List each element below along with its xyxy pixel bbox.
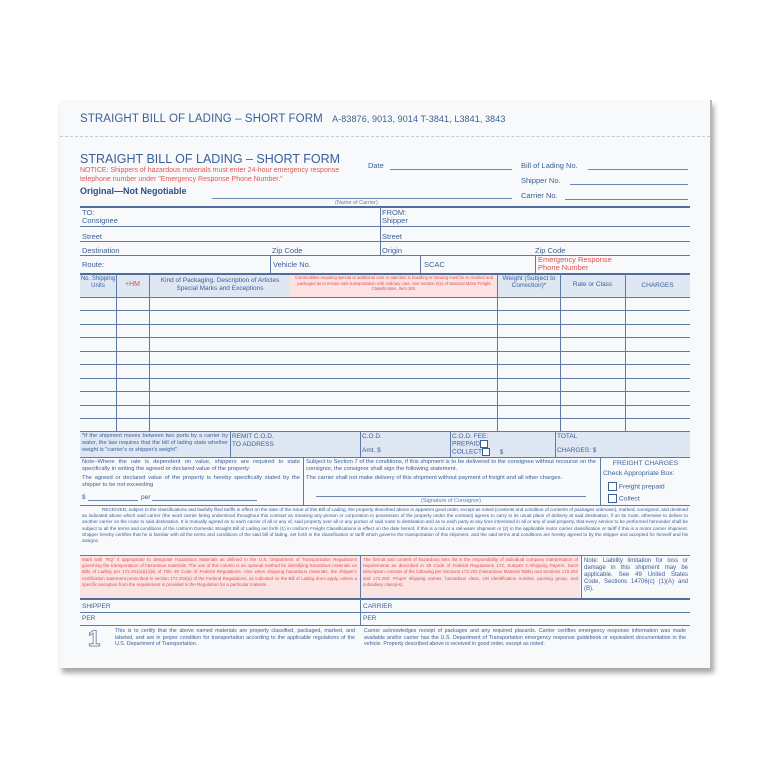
carrier-per-field[interactable] (380, 613, 685, 624)
to-zip-label: Zip Code (272, 246, 303, 255)
divider (555, 431, 556, 457)
emergency-phone-label: Emergency Response Phone Number (538, 255, 612, 272)
consignor-signature-field[interactable] (316, 496, 586, 497)
divider (380, 207, 381, 255)
col-rate: Rate or Class (572, 281, 613, 288)
carrier-per-label: PER (363, 615, 377, 622)
divider (230, 431, 231, 457)
declared-value-statement: The agreed or declared value of the property is hereby specifically stated by the shipper to be not exceeding (82, 475, 300, 488)
date-label: Date (368, 161, 384, 170)
cod-label: C.O.D. (362, 433, 382, 440)
shipper-field[interactable] (415, 214, 685, 225)
divider (303, 457, 304, 505)
freight-prepaid-checkbox[interactable] (608, 482, 617, 491)
cod-collect-option[interactable] (452, 448, 503, 456)
collect-checkbox[interactable] (482, 448, 490, 456)
table-row[interactable] (80, 418, 690, 419)
table-row[interactable] (80, 405, 690, 406)
divider (360, 555, 361, 598)
divider (80, 431, 690, 432)
bill-no-field[interactable] (588, 169, 688, 170)
carrier-no-field[interactable] (565, 199, 688, 200)
carrier-name-caption: (Name of Carrier) (335, 200, 378, 206)
from-street-label: Street (382, 232, 403, 241)
liability-note: Note: Liability limitation for loss or damage in this shipment may be applicable. See 49 United States Code, Sections 14706(c) (1)(A) and (B). (584, 558, 688, 592)
bill-of-lading-sheet (60, 100, 712, 668)
stub-title-text: STRAIGHT BILL OF LADING – SHORT FORM (80, 113, 323, 125)
divider (450, 431, 451, 457)
prepaid-label: PREPAID (452, 440, 481, 448)
divider (360, 431, 361, 457)
table-row[interactable] (80, 351, 690, 352)
date-field[interactable] (390, 169, 512, 170)
consignee-field[interactable] (120, 214, 375, 225)
col-description: Kind of Packaging, Description of Articles Special Marks and Exceptions (160, 277, 280, 292)
table-row[interactable] (80, 391, 690, 392)
freight-collect-label: Collect (618, 495, 640, 503)
to-label: TO: (82, 208, 95, 217)
shipper-label: Shipper (382, 216, 408, 225)
from-street-field[interactable] (410, 230, 685, 241)
declared-value-field[interactable] (88, 500, 138, 501)
scac-field[interactable] (445, 257, 531, 271)
perforation-line (60, 136, 710, 137)
shipper-no-label: Shipper No. (521, 176, 561, 185)
freight-charges-title: FREIGHT CHARGES (612, 460, 679, 467)
vehicle-label: Vehicle No. (273, 260, 311, 269)
to-street-field[interactable] (110, 230, 375, 241)
from-label: FROM: (382, 208, 407, 217)
destination-field[interactable] (128, 244, 268, 255)
form-numbers: A-83876, 9013, 9014 T-3841, L3841, 3843 (332, 114, 506, 124)
origin-label: Origin (382, 246, 403, 255)
consignor-signature-caption: (Signature of Consignor) (421, 498, 481, 504)
shipper-sign-label: SHIPPER (82, 603, 111, 610)
col-special-care-note: Commodities requiring special or additional care or attention in handling or stowing must be so marked and packaged as to ensure safe transportation with ordinary care. See Section 2(e) of National Motor Freight Classification, Item 360. (294, 275, 494, 291)
to-street-label: Street (82, 232, 103, 241)
shipper-per-label: PER (82, 615, 96, 622)
divider (535, 255, 536, 273)
section7-statement: Subject to Section 7 of the conditions, if this shipment is to be delivered to the consignee without recourse on the consignor, the consignor shall sign the following statement. (306, 459, 596, 472)
vehicle-field[interactable] (315, 257, 415, 271)
remit-cod-label: REMIT C.O.D. TO ADDRESS (232, 433, 274, 448)
freight-prepaid-option[interactable] (608, 482, 665, 491)
shipper-certification: This is to certify that the above named materials are properly classified, packaged, marked, and labeled, and are in proper condition for transportation according to the applicable regulations of the U.S. Department of Transportation. (115, 628, 355, 648)
divider (80, 457, 690, 458)
total-charges-label: CHARGES: $ (557, 447, 597, 454)
from-zip-label: Zip Code (535, 246, 566, 255)
scac-label: SCAC (424, 260, 445, 269)
cod-fee-label: C.O.D. FEE: (452, 433, 489, 440)
freight-charges-subtitle: Check Appropriate Box: (603, 470, 675, 477)
original-not-negotiable: Original—Not Negotiable (80, 186, 187, 196)
table-row[interactable] (80, 337, 690, 338)
consignee-label: Consignee (82, 216, 118, 225)
cod-fee-dollar: $ (499, 448, 504, 456)
shipper-per-field[interactable] (100, 613, 355, 624)
col-charges: CHARGES (641, 282, 674, 289)
emergency-phone-field[interactable] (620, 257, 686, 271)
carrier-no-label: Carrier No. (521, 191, 558, 200)
carrier-acknowledgement: Carrier acknowledges receipt of packages and any required placards. Carrier certifies emergency response information was made available and/or carrier has the U.S. Department of Transportation emergency response guidebook or equivalent documentation in the vehicle. Property described above is received in good order, except as noted. (364, 628, 686, 648)
freight-collect-checkbox[interactable] (608, 494, 617, 503)
divider (80, 241, 690, 242)
divider (80, 505, 690, 506)
hazmat-notice: NOTICE: Shippers of hazardous materials must enter 24-hour emergency response telephone number under "Emergency Response Phone Number." (80, 167, 340, 183)
water-carrier-note: *If the shipment moves between two ports by a carrier by water, the law requires that the bill of lading state whether weight is "carrier's or shipper's weight". (82, 433, 228, 453)
table-row[interactable] (80, 364, 690, 365)
route-label: Route: (82, 260, 105, 269)
divider (420, 255, 421, 273)
carrier-signature-field[interactable] (395, 601, 685, 611)
prepaid-checkbox[interactable] (480, 440, 488, 448)
table-row[interactable] (80, 378, 690, 379)
divider (80, 598, 690, 600)
hazmat-rq-note: Mark with "RQ" if appropriate to designate Hazardous Materials as defined in the U.S. Department of Transportation Regulations governing the transportation of hazardous materials. The use of this column is an optional method for identifying hazardous materials on Bills of Lading per 172.201(a)(1)(iii) of Title 49 Code of Federal Regulations. Also when shipping hazardous materials, the shipper's certification statement prescribed in section 172.204(a) of the Federal Regulations, as indicated on the Bill of Lading does apply, unless a specific exception from the requirement is provided in the Regulation for a particular material. (82, 557, 357, 587)
form-title: STRAIGHT BILL OF LADING – SHORT FORM (80, 152, 341, 166)
shipper-no-field[interactable] (570, 184, 688, 185)
collect-label: COLLECT (452, 448, 482, 456)
route-field[interactable] (108, 257, 266, 271)
carrier-name-field[interactable] (212, 198, 512, 199)
table-row[interactable] (80, 324, 690, 325)
destination-label: Destination (82, 246, 120, 255)
divider (80, 625, 690, 626)
section7-delivery-note: The carrier shall not make delivery of this shipment without payment of freight and all other charges. (306, 475, 563, 481)
divider (80, 226, 690, 227)
carrier-sign-label: CARRIER (363, 603, 393, 610)
freight-collect-option[interactable] (608, 494, 640, 503)
copy-number: 1 (88, 626, 101, 651)
declared-per-field[interactable] (152, 500, 257, 501)
bill-no-label: Bill of Lading No. (521, 161, 578, 170)
declared-dollar: $ (82, 494, 86, 501)
declared-per: per (141, 494, 151, 501)
cod-prepaid-option[interactable] (452, 440, 488, 448)
value-note: Note–Where the rate is dependent on value, shippers are required to state specifically in writing the agreed or declared value of the property. (82, 459, 300, 472)
received-terms: RECEIVED, subject to the classifications and lawfully filed tariffs in effect on the date of the issue of this Bill of Lading, the property described above in apparent good order, except as noted (contents and condition of contents of packages unknown), marked, consigned, and destined as indicated above which said carrier (the word carrier being understood throughout this contract as meaning any person or corporation in possession of the property under the contract) agrees to carry to its usual place of delivery at said destination, if on its route, otherwise to deliver to another carrier on the route to said destination. It is mutually agreed as to each carrier of all or any of, said property over all or any portion of said route to destination and as to each party at any time interested in all or any of said property, that every service to be performed hereunder shall be subject to all the terms and conditions of the Uniform Domestic Straight Bill of Lading set forth (1) in Uniform Freight Classifications in effect on the date hereof, if this is a rail or a rail-water shipment or (2) in the applicable motor carrier classification or tariff if this is a motor carrier shipment. Shipper hereby certifies that he is familiar with all the terms and conditions of the said bill of lading, set forth in the classification or tariff which governs the transportation of this shipment, and the said terms and conditions are hereby agreed to by the shipper and accepted for himself and his assigns. (82, 507, 688, 544)
table-row[interactable] (80, 310, 690, 311)
col-hm: +HM (125, 281, 140, 288)
shipper-signature-field[interactable] (115, 601, 355, 611)
to-zip-field[interactable] (310, 244, 375, 255)
total-label: TOTAL (557, 433, 578, 440)
origin-field[interactable] (408, 244, 528, 255)
stub-title (80, 113, 506, 125)
items-table-body (80, 297, 690, 431)
from-zip-field[interactable] (572, 244, 685, 255)
col-shipping-units: No. Shipping Units (80, 276, 116, 289)
divider (581, 555, 582, 598)
freight-prepaid-label: Freight prepaid (618, 483, 665, 491)
cod-amt-label: Amt. $ (362, 447, 381, 454)
col-weight: Weight (Subject to Correction)* (502, 275, 556, 289)
divider (270, 255, 271, 273)
hazmat-format-note: The format and content of hazardous item list is the responsibility of individual company interpretation of requirements as described in 49 Code of Federal Regulations 172, Subpart C-Shipping Papers. Such description consists of the following per Sections 172.202 (Hazardous Material Table) and Sections 172.202 and 172.203: Proper shipping names, hazardous class, UN identification number, packing group, and subsidiary class(es). (363, 557, 578, 587)
